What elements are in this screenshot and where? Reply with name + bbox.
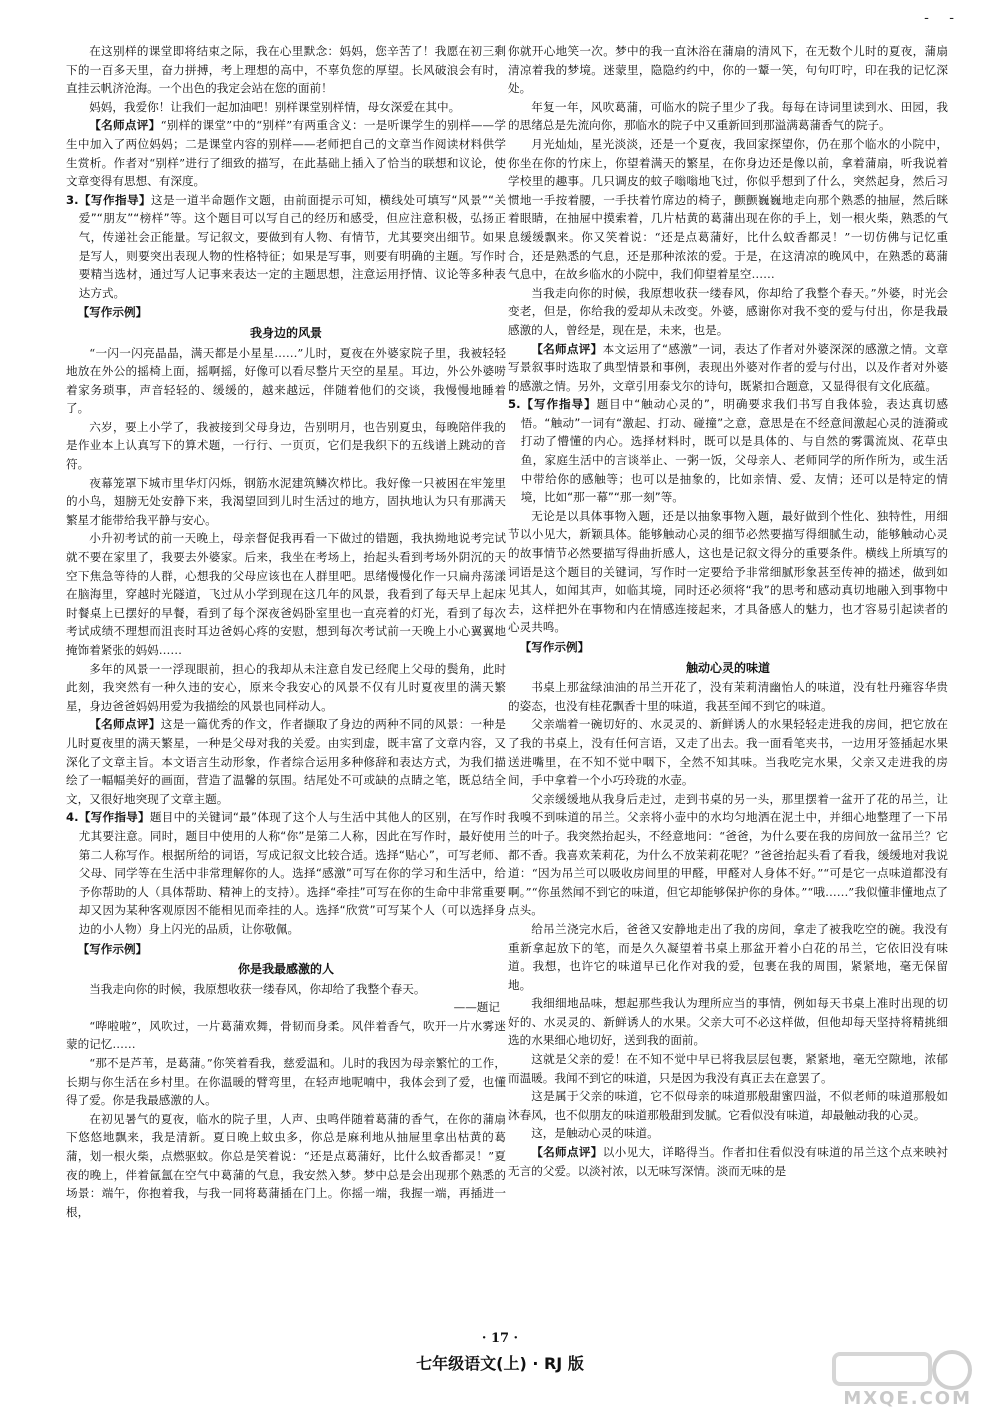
essay-title: 你是我最感激的人 <box>237 962 334 977</box>
writing-example-label: 【写作示例】 <box>519 640 590 654</box>
essay-paragraph: “哗啦啦”，风吹过，一片葛蒲欢舞，骨韧而身柔。风伴着香气，吹开一片水雾迷蒙的记忆…… <box>66 1018 506 1052</box>
essay-title: 我身边的风景 <box>249 325 322 340</box>
review-tag: 【名师点评】 <box>89 118 161 133</box>
review-text: 以小见大，详略得当。作者扣住看似没有味道的吊兰这个点来映衬无言的父爱。以淡衬浓，以无味写深情。淡而无味的是 <box>508 1145 948 1178</box>
page-number: · 17 · <box>481 1331 519 1346</box>
item-number: 5. <box>508 397 521 412</box>
essay-paragraph: 当我走向你的时候，我原想收获一缕春风，你却给了我整个春天。”外婆，时光会变老，但是，你给我的爱却从未改变。外婆，感谢你对我不变的爱与付出，你是我最感激的人，曾经是，现在是，未来，也是。 <box>508 285 948 337</box>
paragraph: 妈妈，我爱你！让我们一起加油吧！别样课堂别样情，母女深爱在其中。 <box>89 99 461 114</box>
guide-text: 这是一道半命题作文题，由前面提示可知，横线处可填写“风景”“关爱”“朋友”“榜样”等。这个题目可以写自己的经历和感受，但应注意积极，弘扬正气，传递社会正能量。写记叙文，要做到有人物、有情节，尤其要突出细节。如果是写人，则要突出表现人物的性格特征；如果是写事，则要有明确的主题。写作时要精当选材，通过写人记事来表达一定的主题思想，注意运用抒情、议论等多种表达方式。 <box>78 192 506 300</box>
guide-text: 题目中的关键词“最”体现了这个人与生活中其他人的区别，在写作时尤其要注意。同时，题目中使用的人称“你”是第二人称，因此在写作时，最好使用第二人称写作。根据所给的词语，写成记叙文比较合适。选择“贴心”，可写老师、父母、同学等在生活中非常理解你的人。选择“感激”可写在你的学习和生活中，给予你帮助的人（具体帮助、精神上的支持）。选择“牵挂”可写在你的生命中非常重要却又因为某种客观原因不能相见而牵挂的人。选择“欣赏”可写某个人（可以选择身边的小人物）身上闪光的品质，让你敬佩。 <box>78 810 506 936</box>
paragraph: 在这别样的课堂即将结束之际，我在心里默念：妈妈，您辛苦了！我愿在初三剩下的一百多天里，奋力拼搏，考上理想的高中，不辜负您的厚望。长风破浪会有时，直挂云帆济沧海。一个出色的我定会站在您的面前！ <box>66 44 506 96</box>
review-tag: 【名师点评】 <box>89 717 161 732</box>
essay-paragraph: 在初见暑气的夏夜，临水的院子里，人声、虫鸣伴随着葛蒲的香气，在你的蒲扇下悠悠地飘来，我是清新。夏日晚上蚊虫多，你总是麻利地从抽屉里拿出枯黄的葛蒲，划一根火柴，点燃驱蚊。你总是笑着说：“还是点葛蒲好，比什么蚊香都灵！”夏夜的晚上，伴着氤氲在空气中葛蒲的气息，我安然入梦。梦中总是会出现那个熟悉的场景：端午，你抱着我，与我一同将葛蒲插在门上。你摇一端，我握一端，再插进一根， <box>66 1111 506 1219</box>
teacher-review <box>508 1143 948 1180</box>
teacher-review <box>508 340 948 396</box>
paragraph: 无论是以具体事物入题，还是以抽象事物入题，最好做到个性化、独特性，用细节以小见大，新颖具体。能够触动心灵的细节必然要描写得细腻生动，能够触动心灵的故事情节必然要描写得曲折感人，这也是记叙文得分的重要条件。横线上所填写的词语是这个题目的关键词，写作时一定要给予非常细腻形象甚至传神的描述，做到如见其人，如闻其声，如临其境，同时还必须将“我”的思考和感动真切地融入到事物中去，这样把外在事物和内在情感连接起来，才具备感人的魅力，也才容易引起读者的心灵共鸣。 <box>508 508 948 635</box>
essay-paragraph: 月光灿灿，星光淡淡，还是一个夏夜，我回家探望你，仍在那个临水的小院中，你坐在你的竹床上，你望着满天的繁星，在你身边还是像以前，拿着蒲扇，听我说着学校里的趣事。几只调皮的蚊子嗡嗡地飞过，你似乎想到了什么，突然起身，然后习惯地一手按着腰，一手扶着竹席边的椅子，颤颤巍巍地走向那个熟悉的抽屉，然后眯着眼睛，在抽屉中摸索着，几片枯黄的葛蒲出现在你的手上，划一根火柴，熟悉的气息缓缓飘来。你又笑着说：“还是点葛蒲好，比什么蚊香都灵！”一切仿佛与记忆重合，还是熟悉的气息，还是那种浓浓的爱。于是，在这清凉的晚风中，在熟悉的葛蒲气息中，在故乡临水的小院中，我们仰望着星空…… <box>508 136 948 282</box>
essay-paragraph: 你就开心地笑一次。梦中的我一直沐浴在蒲扇的清风下，在无数个儿时的夏夜，蒲扇清凉着我的梦境。迷蒙里，隐隐约约中，你的一颦一笑，句句叮咛，印在我的记忆深处。 <box>508 44 948 96</box>
epigraph-source: ——题记 <box>453 1000 500 1015</box>
guide-tag: 【写作指导】 <box>520 397 597 412</box>
essay-paragraph: 书桌上那盆绿油油的吊兰开花了，没有茉莉清幽怡人的味道，没有牡丹雍容华贵的姿态，也没有桂花飘香十里的味道，我甚至闻不到它的味道。 <box>508 680 948 713</box>
writing-guide-5 <box>508 395 948 507</box>
essay-paragraph: 夜幕笼罩下城市里华灯闪烁，钢筋水泥建筑鳞次栉比。我好像一只被困在牢笼里的小鸟，翅膀无处安静下来，我渴望回到儿时生活过的地方，固执地认为只有那满天繁星才能带给我平静与安心。 <box>66 475 506 527</box>
item-number: 3. <box>66 192 79 207</box>
essay-paragraph: “那不是芦苇，是葛蒲。”你笑着看我，慈爱温和。儿时的我因为母亲繁忙的工作，长期与你生活在乡村里。在你温暖的臂弯里，在轻声地呢喃中，我体会到了爱，也懂得了爱。你是我最感激的人。 <box>66 1056 506 1108</box>
essay-paragraph: 我细细地品味，想起那些我认为理所应当的事情，例如每天书桌上准时出现的切好的、水灵灵的、新鲜诱人的水果。父亲大可不必这样做，但他却每天坚持将精挑细选的水果细心地切好，送到我的面前。 <box>508 996 948 1048</box>
essay-paragraph: 多年的风景一一浮现眼前，担心的我却从未注意自发已经爬上父母的鬓角，此时此刻，我突然有一种久违的安心，原来令我安心的风景不仅有儿时夏夜里的满天繁星，身边爸爸妈妈用爱为我描绘的风景也同样动人。 <box>66 661 506 713</box>
essay-paragraph: 六岁，要上小学了，我被接到父母身边，告别明月，也告别夏虫，每晚陪伴我的是作业本上认真写下的算术题，一行行、一页页，它们是我织下的五线谱上跳动的音符。 <box>66 419 506 472</box>
epigraph: 当我走向你的时候，我原想收获一缕春风，你却给了我整个春天。 <box>89 981 426 996</box>
teacher-review <box>66 715 506 808</box>
writing-guide-3 <box>66 191 506 303</box>
watermark-text: MXQE.COM <box>843 1388 972 1409</box>
review-tag: 【名师点评】 <box>531 1145 603 1160</box>
essay-paragraph: 这是属于父亲的味道，它不似母亲的味道那般甜蜜四溢，不似老师的味道那般如沐春风，也不似朋友的味道那般甜到发腻。它看似没有味道，却最触动我的心灵。 <box>508 1089 948 1122</box>
essay-paragraph: 父亲端着一碗切好的、水灵灵的、新鲜诱人的水果轻轻走进我的房间，把它放在了我的书桌上，没有任何言语，又走了出去。我一面看笔夹书，一边用牙签插起水果送进嘴里，在不知不觉中咽下，全然不知其味。当我吃完水果，父亲又走进我的房间，手中拿着一个小巧玲珑的水壶。 <box>508 717 948 788</box>
essay-paragraph: 这，是触动心灵的味道。 <box>531 1126 659 1141</box>
review-text: 这是一篇优秀的作文，作者撷取了身边的两种不同的风景：一种是儿时夏夜里的满天繁星，一种是父母对我的关爱。由实到虚，既丰富了文章内容，又深化了文章主旨。本文语言生动形象，作者综合运用多种修辞和表达方式，为我们描绘了一幅幅美好的画面，营造了温馨的氛围。结尾处不可或缺的点睛之笔，既总结全文，又很好地突现了文章主题。 <box>66 717 506 806</box>
corner-marks: - - <box>924 10 962 26</box>
guide-tag: 【写作指导】 <box>78 192 152 207</box>
guide-text: 题目中“触动心灵的”，明确要求我们书写自我体验，表达真切感悟。“触动”一词有“激起、打动、碰撞”之意，意思是在不经意间激起心灵的涟漪或打动了懵懂的内心。选择材料时，既可以是具体的、与自然的雾霭流岚、花草虫鱼，家庭生活中的言谈举止、一粥一饭，父母亲人、老师同学的所作所为，或生活中带给你的感触等；也可以是抽象的，比如亲情、爱、友情；还可以是特定的情境，比如“那一幕”“那一刻”等。 <box>520 397 948 505</box>
watermark-logo <box>814 1348 982 1414</box>
essay-paragraph: 这就是父亲的爱！在不知不觉中早已将我层层包裹，紧紧地，毫无空隙地，浓郁而温暖。我闻不到它的味道，只是因为我没有真正去在意罢了。 <box>508 1052 948 1085</box>
review-text: 本文运用了“感激”一词，表达了作者对外婆深深的感激之情。文章写景叙事时选取了典型情景和事例，表现出外婆对作者的爱与付出，以及作者对外婆的感激之情。另外，文章引用泰戈尔的诗句，既紧扣合题意，又显得很有文化底蕴。 <box>508 341 948 393</box>
review-text: “别样的课堂”中的“别样”有两重含义：一是听课学生的别样——学生中加入了两位妈妈；二是课堂内容的别样——老师把自己的文章当作阅读材料供学生赏析。作者对“别样”进行了细致的描写，在此基础上插入了恰当的联想和议论，使文章变得有思想、有深度。 <box>66 118 506 189</box>
review-tag: 【名师点评】 <box>531 341 603 356</box>
book-title: 七年级语文(上) · RJ 版 <box>416 1354 584 1373</box>
essay-paragraph: “一闪一闪亮晶晶，满天都是小星星……”儿时，夏夜在外婆家院子里，我被轻轻地放在外公的摇椅上面，摇啊摇，好像可以看尽整片天空的星星。耳边，外公外婆唠着家务琐事，声音轻轻的、缓缓的，越来越远，伴随着他们的交谈，我慢慢地睡着了。 <box>66 345 506 416</box>
writing-guide-4 <box>66 808 506 938</box>
essay-title: 触动心灵的味道 <box>685 660 770 675</box>
writing-example-label: 【写作示例】 <box>77 305 148 320</box>
right-column <box>508 42 948 1327</box>
essay-paragraph: 给吊兰浇完水后，爸爸又安静地走出了我的房间，拿走了被我吃空的碗。我没有重新拿起放下的笔，而是久久凝望着书桌上那盆开着小白花的吊兰，它依旧没有味道。我想，也许它的味道早已化作对我的爱，包裹在我的周围，紧紧地，毫无保留地。 <box>508 921 948 992</box>
writing-example-label: 【写作示例】 <box>77 941 148 956</box>
essay-paragraph: 父亲缓缓地从我身后走过，走到书桌的另一头，那里摆着一盆开了花的吊兰，让我嗅不到味道的吊兰。父亲将小壶中的水均匀地洒在泥土中，并细心地整理了一下吊兰的叶子。我突然抬起头，不经意地问：“爸爸，为什么要在我的房间放一盆吊兰？它都不香。我喜欢茉莉花，为什么不放茉莉花呢？”爸爸抬起头看了看我，缓缓地对我说道：“因为吊兰可以吸收房间里的甲醛，甲醛对人身体不好。”“可是它一点味道都没有啊。”“你虽然闻不到它的味道，但它却能够保护你的身体。”“哦……”我似懂非懂地点了点头。 <box>508 791 948 918</box>
essay-paragraph: 年复一年，风吹葛蒲，可临水的院子里少了我。每每在诗词里读到水、田园，我的思绪总是先流向你，那临水的院子中又重新回到那溢满葛蒲香气的院子。 <box>508 99 948 133</box>
guide-tag: 【写作指导】 <box>78 810 150 825</box>
item-number: 4. <box>66 810 79 825</box>
left-column <box>66 42 506 1327</box>
essay-paragraph: 小升初考试的前一天晚上，母亲督促我再看一下做过的错题，我执拗地说考完试就不要在家里了，我要去外婆家。后来，我坐在考场上，抬起头看到考场外阴沉的天空下焦急等待的人群，心想我的父母应该也在人群里吧。思绪慢慢化作一只扁舟荡漾在脑海里，穿越时光隧道，飞过从小学到现在这几年的风景，我看到了每天早上起床时餐桌上已摆好的早餐，看到了每个深夜爸妈卧室里也一直亮着的灯光，看到了每次考试成绩不理想而沮丧时耳边爸妈心疼的安慰，想到每次考试前一天晚上小心翼翼地掩饰着紧张的妈妈…… <box>66 531 506 657</box>
teacher-review <box>66 116 506 190</box>
